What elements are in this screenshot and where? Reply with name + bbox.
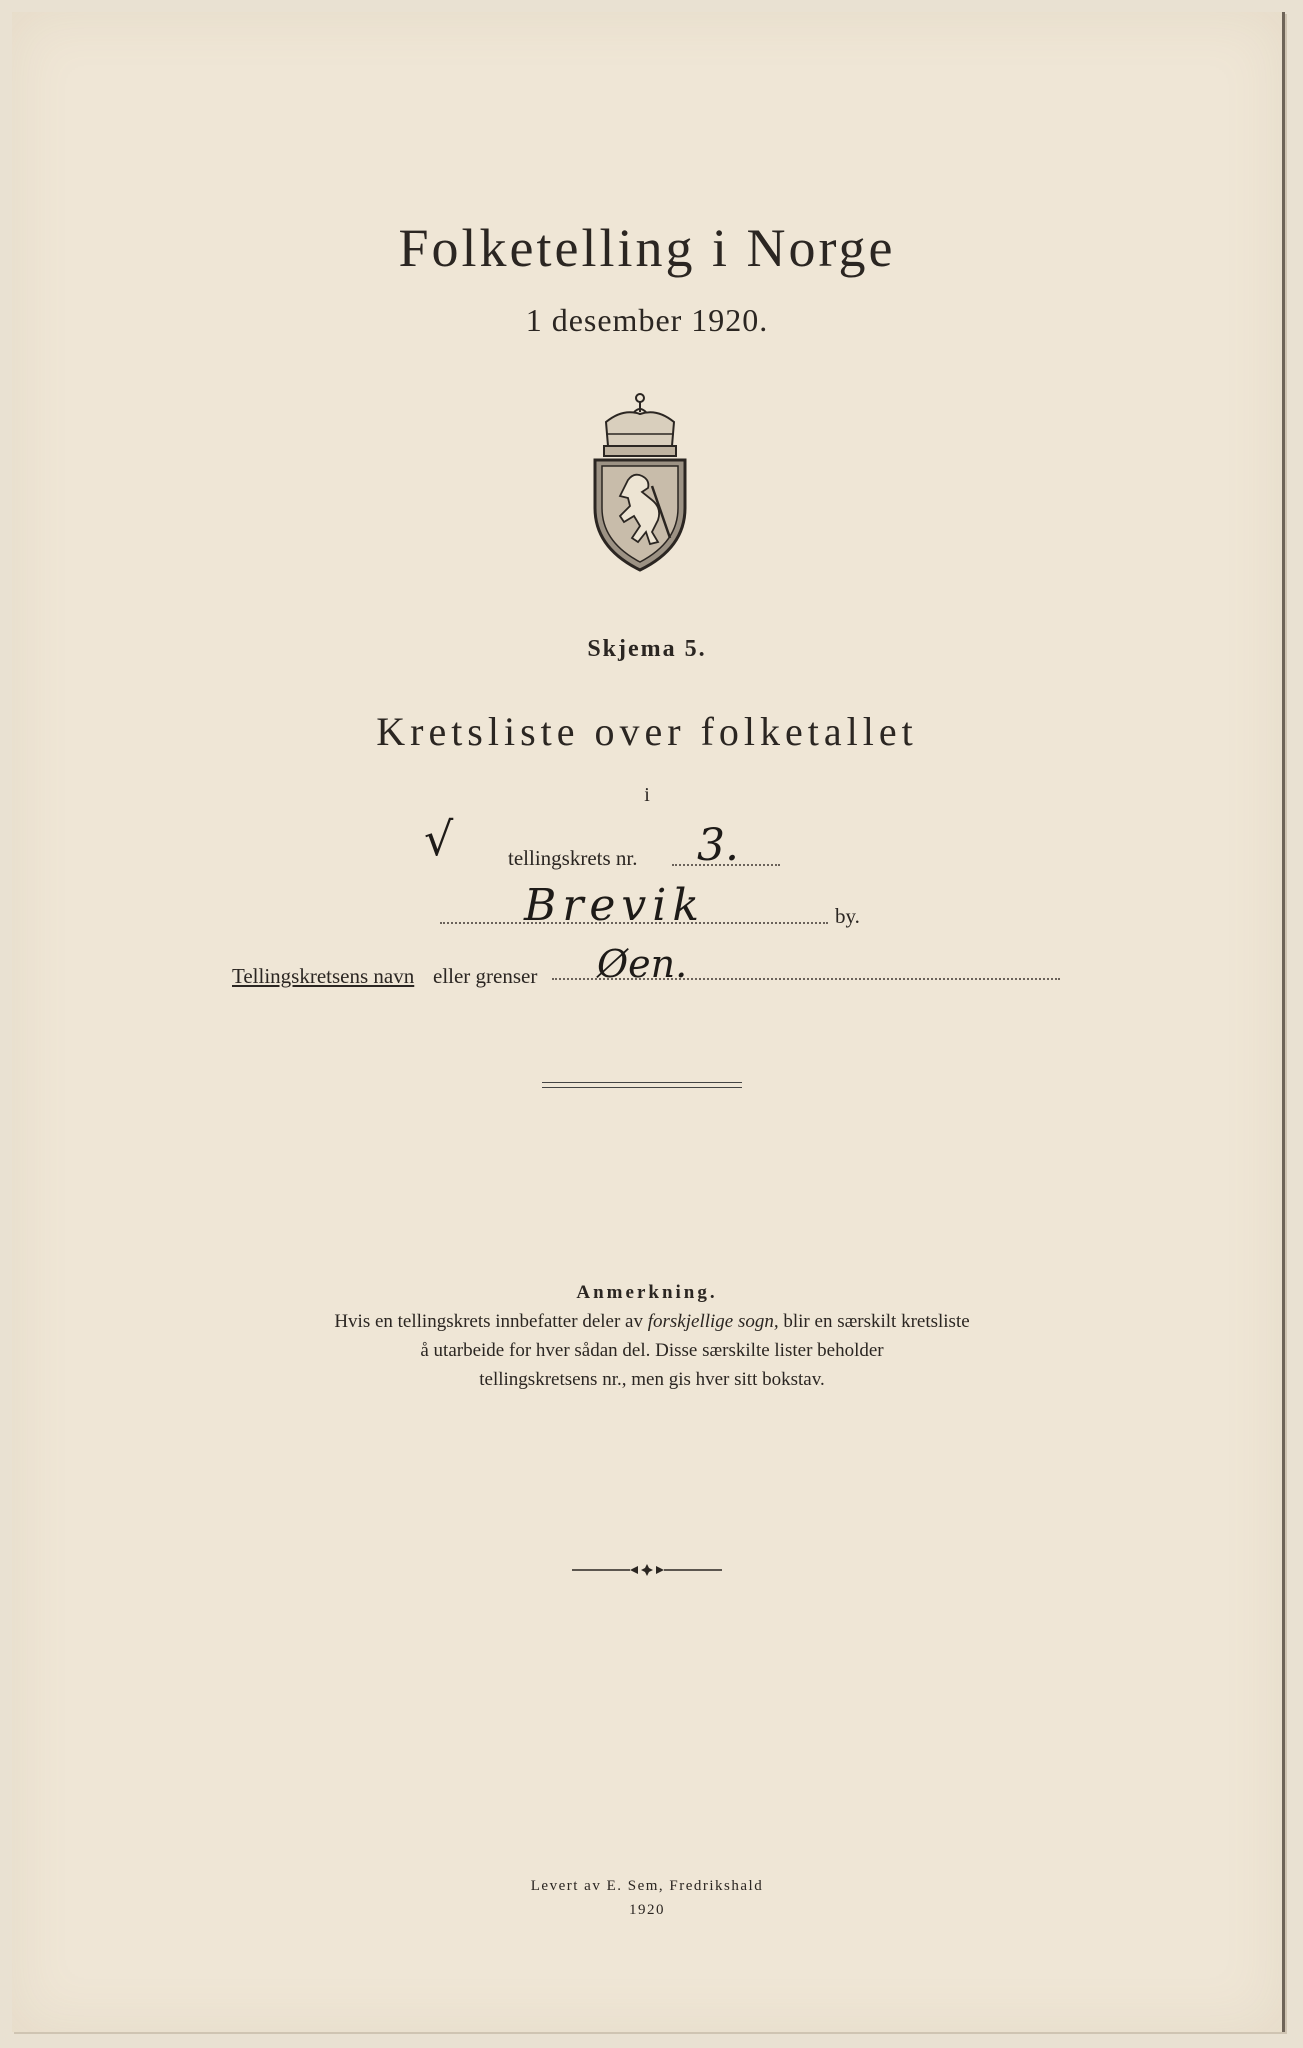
census-form-page (12, 12, 1285, 2032)
district-number-label: tellingskrets nr. (508, 846, 638, 870)
schema-number: Skjema 5. (587, 636, 707, 662)
norwegian-coat-of-arms-icon (590, 388, 690, 573)
remark-line-1-start: Hvis en tellingskrets innbefatter deler av (334, 1311, 643, 1332)
remark-line-1-end: blir en særskilt kretsliste (783, 1311, 970, 1332)
remark-line-1-emphasis: forskjellige sogn, (647, 1311, 779, 1332)
form-heading: Kretsliste over folketallet (376, 709, 918, 754)
district-name-value: Øen. (597, 942, 688, 986)
town-suffix: by. (835, 904, 860, 928)
remark-line-3: tellingskretsens nr., men gis hver sitt bokstav. (479, 1369, 825, 1390)
remark-title: Anmerkning. (576, 1282, 718, 1303)
page-title: Folketelling i Norge (398, 218, 896, 278)
check-mark: √ (424, 812, 454, 866)
print-year: 1920 (629, 1902, 665, 1918)
remark-line-1 (252, 1307, 1052, 1336)
district-name-label: Tellingskretsens navn (232, 964, 415, 988)
district-number-value: 3. (697, 820, 739, 871)
divider-rule (542, 1082, 742, 1083)
printer-imprint: Levert av E. Sem, Fredrikshald (530, 1878, 764, 1894)
town-value: Brevik (524, 880, 705, 931)
connector-word: i (644, 784, 650, 806)
ornament-divider-icon (572, 1562, 722, 1578)
census-date: 1 desember 1920. (525, 302, 769, 338)
remark-line-2: å utarbeide for hver sådan del. Disse særskilte lister beholder (420, 1340, 884, 1361)
divider-rule-lower (542, 1087, 742, 1088)
district-name-label-rest: eller grenser (433, 964, 538, 988)
